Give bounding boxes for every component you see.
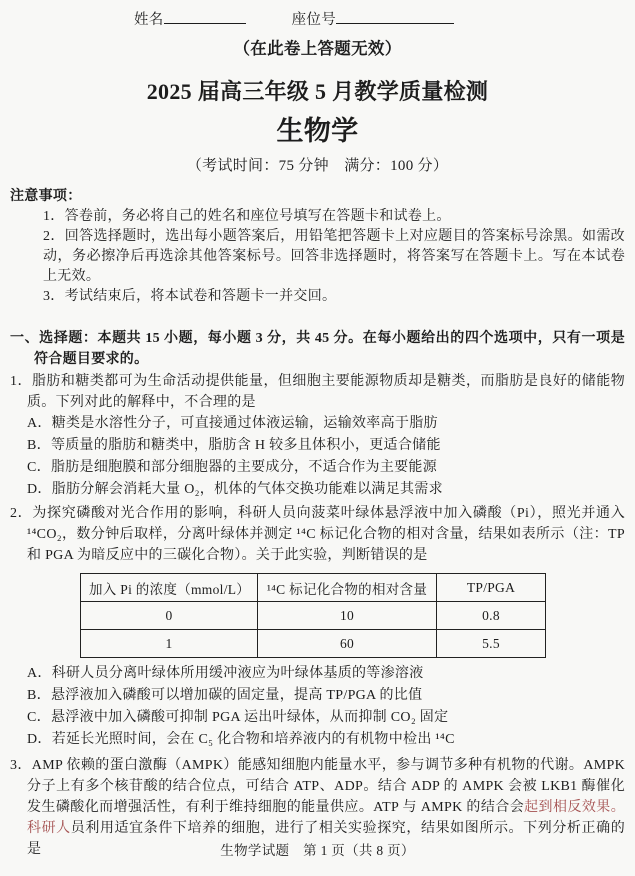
question-1-option-b: B．等质量的脂肪和糖类中，脂肪含 H 较多且体积小，更适合储能: [27, 438, 441, 453]
name-blank-line: [164, 8, 246, 24]
table-row: [81, 630, 546, 658]
table-header-pi-concentration: 加入 Pi 的浓度（mmol/L）: [81, 574, 258, 602]
section-heading: 一、选择题：本题共 15 小题，每小题 3 分，共 45 分。在每小题给出的四个选项中，只有一项是符合题目要求的。: [10, 331, 625, 367]
question-3-stem-text: 3．AMP 依赖的蛋白激酶（AMPK）能感知细胞内能量水平，参与调节多种有机物的代谢。AMPK 分子上有多个核苷酸的结合位点，可结合 ATP、ADP。结合 ADP 的 AMPK 会被 LKB1 酶催化发生磷酸化而增强活性，有利于维持细胞的能量供应。ATP 与 AMPK 的结合会: [10, 758, 625, 815]
subject-title: 生物学: [276, 116, 359, 146]
table-header-row: [81, 574, 546, 602]
table-cell: 0.8: [437, 602, 546, 630]
question-1-option-c: C．脂肪是细胞膜和部分细胞器的主要成分，不适合作为主要能源: [27, 460, 438, 475]
table-cell: 5.5: [437, 630, 546, 658]
note-item-2: 2．回答选择题时，选出每小题答案后，用铅笔把答题卡上对应题目的答案标号涂黑。如需改动，务必擦净后再选涂其他答案标号。回答非选择题时，将答案写在答题卡上。写在本试卷上无效。: [43, 229, 625, 284]
question-2-option-a: A．科研人员分离叶绿体所用缓冲液应为叶绿体基质的等渗溶液: [27, 666, 424, 681]
table-cell: 10: [258, 602, 437, 630]
page-footer: 生物学试题 第 1 页（共 8 页）: [220, 843, 415, 858]
question-1-option-d: D．脂肪分解会消耗大量 O₂，机体的气体交换功能难以满足其需求: [27, 482, 443, 497]
question-2-option-d: D．若延长光照时间，会在 C₅ 化合物和培养液内的有机物中检出 ¹⁴C: [27, 732, 455, 747]
question-2-data-table: [80, 573, 546, 658]
invalid-notice: （在此卷上答题无效）: [233, 39, 402, 58]
question-3-stem-text-continued: 员利用适宜条件下培养的细胞，进行了相关实验探究，结果如图所示。下列分析正确的是: [27, 821, 625, 857]
note-item-1: 1．答卷前，务必将自己的姓名和座位号填写在答题卡和试卷上。: [43, 209, 451, 224]
exam-title: 2025 届高三年级 5 月教学质量检测: [146, 79, 489, 104]
table-row: [81, 602, 546, 630]
header-fill-in-row: [134, 8, 625, 28]
seat-label: 座位号: [291, 12, 337, 28]
table-cell: 60: [258, 630, 437, 658]
question-2: [10, 503, 625, 751]
question-2-option-b: B．悬浮液加入磷酸可以增加碳的固定量，提高 TP/PGA 的比值: [27, 688, 423, 703]
table-header-tp-pga: TP/PGA: [437, 574, 546, 602]
question-1-stem: 1．脂肪和糖类都可为生命活动提供能量，但细胞主要能源物质却是糖类，而脂肪是良好的储能物质。下列对此的解释中，不合理的是: [10, 374, 625, 410]
question-2-stem: 2．为探究磷酸对光合作用的影响，科研人员向菠菜叶绿体悬浮液中加入磷酸（Pi），照光并通入 ¹⁴CO₂，数分钟后取样，分离叶绿体并测定 ¹⁴C 标记化合物的相对含量，结果如表所示（注：TP 和 PGA 为暗反应中的三碳化合物）。关于此实验，判断错误的是: [10, 506, 625, 563]
note-item-3: 3．考试结束后，将本试卷和答题卡一并交回。: [43, 289, 337, 304]
table-cell: 1: [81, 630, 258, 658]
notes-heading: 注意事项：: [10, 189, 82, 204]
table-header-c14-content: ¹⁴C 标记化合物的相对含量: [258, 574, 437, 602]
exam-info: （考试时间：75 分钟 满分：100 分）: [186, 158, 449, 174]
question-2-option-c: C．悬浮液中加入磷酸可抑制 PGA 运出叶绿体，从而抑制 CO₂ 固定: [27, 710, 449, 725]
name-label: 姓名: [134, 12, 164, 28]
question-1-option-a: A．糖类是水溶性分子，可直接通过体液运输，运输效率高于脂肪: [27, 416, 438, 431]
notes-block: [10, 187, 625, 307]
question-3-stem-red-marked-text: 起到相反效果。科研人: [27, 800, 625, 836]
table-cell: 0: [81, 602, 258, 630]
seat-blank-line: [336, 8, 454, 24]
question-1: [10, 371, 625, 501]
